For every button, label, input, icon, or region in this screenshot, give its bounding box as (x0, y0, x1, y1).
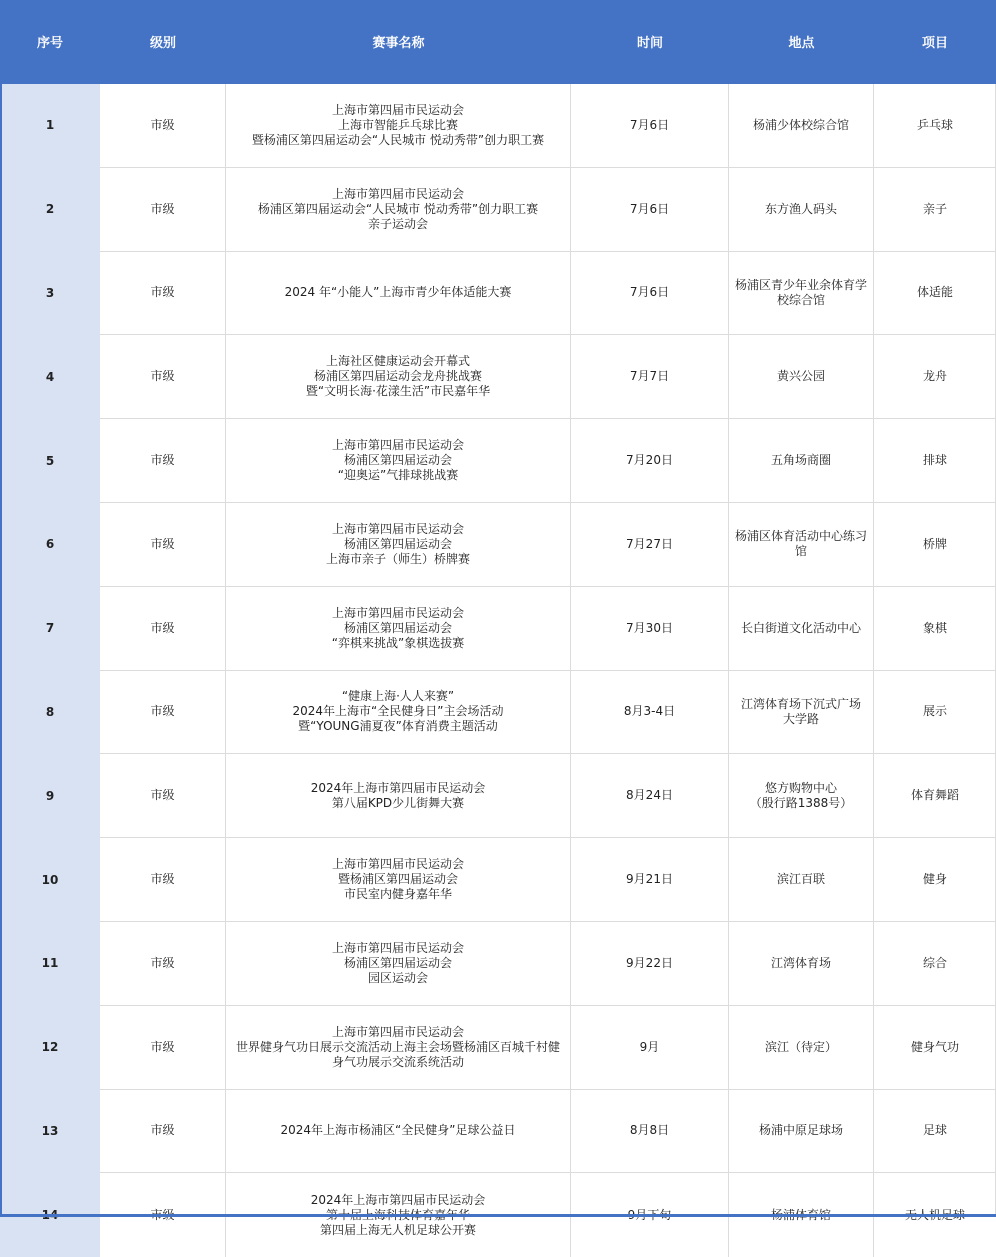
cell-item: 象棋 (874, 587, 996, 671)
cell-time: 7月30日 (571, 587, 729, 671)
table-row (0, 671, 996, 755)
cell-level: 市级 (100, 1090, 226, 1174)
bottom-border (0, 1214, 996, 1217)
cell-item: 体育舞蹈 (874, 754, 996, 838)
cell-no: 7 (0, 587, 100, 671)
cell-time: 7月27日 (571, 503, 729, 587)
cell-level: 市级 (100, 1006, 226, 1090)
cell-level: 市级 (100, 335, 226, 419)
cell-time: 7月6日 (571, 84, 729, 168)
cell-place: 滨江（待定） (729, 1006, 874, 1090)
cell-no: 8 (0, 671, 100, 755)
cell-level: 市级 (100, 922, 226, 1006)
cell-place: 杨浦区青少年业余体育学 校综合馆 (729, 252, 874, 336)
table-row (0, 754, 996, 838)
cell-place: 江湾体育场 (729, 922, 874, 1006)
header-level: 级别 (149, 35, 176, 51)
cell-name: 上海市第四届市民运动会 杨浦区第四届运动会 上海市亲子（师生）桥牌赛 (226, 503, 571, 587)
cell-item: 展示 (874, 671, 996, 755)
header-no: 序号 (36, 35, 63, 51)
cell-place: 黄兴公园 (729, 335, 874, 419)
header-place: 地点 (788, 35, 815, 51)
cell-no: 5 (0, 419, 100, 503)
cell-item: 综合 (874, 922, 996, 1006)
cell-no: 1 (0, 84, 100, 168)
table-body (0, 84, 996, 1257)
cell-name: 2024年上海市第四届市民运动会 第四届上海无人机足球公开赛 (226, 1173, 571, 1257)
table-row (0, 168, 996, 252)
cell-place: 东方渔人码头 (729, 168, 874, 252)
cell-name: 2024 年“小能人”上海市青少年体适能大赛 (226, 252, 571, 336)
cell-level: 市级 (100, 838, 226, 922)
cell-place: 滨江百联 (729, 838, 874, 922)
cell-place: 杨浦中原足球场 (729, 1090, 874, 1174)
left-border (0, 84, 2, 1217)
table-row (0, 922, 996, 1006)
cell-item: 亲子 (874, 168, 996, 252)
cell-place: 悠方购物中心 （殷行路1388号） (729, 754, 874, 838)
cell-level: 市级 (100, 168, 226, 252)
table-row (0, 252, 996, 336)
cell-item: 桥牌 (874, 503, 996, 587)
cell-level: 市级 (100, 419, 226, 503)
table-row (0, 1090, 996, 1174)
cell-no: 3 (0, 252, 100, 336)
header-item: 项目 (921, 35, 948, 51)
cell-no: 4 (0, 335, 100, 419)
cell-level: 市级 (100, 754, 226, 838)
cell-name: 上海市第四届市民运动会 杨浦区第四届运动会 “迎奥运”气排球挑战赛 (226, 419, 571, 503)
cell-time: 7月6日 (571, 252, 729, 336)
cell-no: 10 (0, 838, 100, 922)
cell-no: 11 (0, 922, 100, 1006)
cell-level: 市级 (100, 84, 226, 168)
cell-time: 7月6日 (571, 168, 729, 252)
cell-level: 市级 (100, 587, 226, 671)
cell-place: 江湾体育场下沉式广场 大学路 (729, 671, 874, 755)
cell-name: 上海市第四届市民运动会 杨浦区第四届运动会 “弈棋来挑战”象棋选拔赛 (226, 587, 571, 671)
cell-item: 健身气功 (874, 1006, 996, 1090)
cell-place: 杨浦区体育活动中心练习 馆 (729, 503, 874, 587)
header-name: 赛事名称 (372, 35, 425, 51)
cell-time: 9月22日 (571, 922, 729, 1006)
cell-item: 乒乓球 (874, 84, 996, 168)
cell-time: 8月8日 (571, 1090, 729, 1174)
cell-name: 2024年上海市杨浦区“全民健身”足球公益日 (226, 1090, 571, 1174)
table-row (0, 503, 996, 587)
table-row (0, 335, 996, 419)
cell-item: 排球 (874, 419, 996, 503)
cell-place: 杨浦少体校综合馆 (729, 84, 874, 168)
table-row (0, 838, 996, 922)
table-row (0, 84, 996, 168)
cell-item: 足球 (874, 1090, 996, 1174)
cell-time: 9月 (571, 1006, 729, 1090)
cell-level: 市级 (100, 252, 226, 336)
cell-place: 长白街道文化活动中心 (729, 587, 874, 671)
cell-name: 上海市第四届市民运动会 杨浦区第四届运动会“人民城市 悦动秀带”创力职工赛 亲子运动会 (226, 168, 571, 252)
cell-name: 上海市第四届市民运动会 上海市智能乒乓球比赛 暨杨浦区第四届运动会“人民城市 悦动秀带”创力职工赛 (226, 84, 571, 168)
cell-name: 上海市第四届市民运动会 世界健身气功日展示交流活动上海主会场暨杨浦区百城千村健 身气功展示交流系统活动 (226, 1006, 571, 1090)
header-time: 时间 (636, 35, 663, 51)
table-row (0, 587, 996, 671)
cell-time: 8月3-4日 (571, 671, 729, 755)
cell-level: 市级 (100, 503, 226, 587)
cell-no: 13 (0, 1090, 100, 1174)
cell-time: 8月24日 (571, 754, 729, 838)
cell-item: 健身 (874, 838, 996, 922)
table-row (0, 419, 996, 503)
cell-no: 12 (0, 1006, 100, 1090)
cell-no: 2 (0, 168, 100, 252)
cell-no: 9 (0, 754, 100, 838)
cell-time: 9月21日 (571, 838, 729, 922)
cell-item: 体适能 (874, 252, 996, 336)
cell-place: 五角场商圈 (729, 419, 874, 503)
table-row (0, 1006, 996, 1090)
cell-time: 7月20日 (571, 419, 729, 503)
cell-name: 上海市第四届市民运动会 杨浦区第四届运动会 园区运动会 (226, 922, 571, 1006)
cell-item: 龙舟 (874, 335, 996, 419)
cell-no: 6 (0, 503, 100, 587)
cell-name: 上海市第四届市民运动会 暨杨浦区第四届运动会 市民室内健身嘉年华 (226, 838, 571, 922)
cell-name: 上海社区健康运动会开幕式 杨浦区第四届运动会龙舟挑战赛 暨“文明长海·花漾生活”市民嘉年华 (226, 335, 571, 419)
table-header (0, 0, 996, 84)
cell-time: 7月7日 (571, 335, 729, 419)
cell-name: 2024年上海市第四届市民运动会 第八届KPD少儿街舞大赛 (226, 754, 571, 838)
cell-level: 市级 (100, 671, 226, 755)
cell-name: “健康上海·人人来赛” 2024年上海市“全民健身日”主会场活动 暨“YOUNG浦夏夜”体育消费主题活动 (226, 671, 571, 755)
